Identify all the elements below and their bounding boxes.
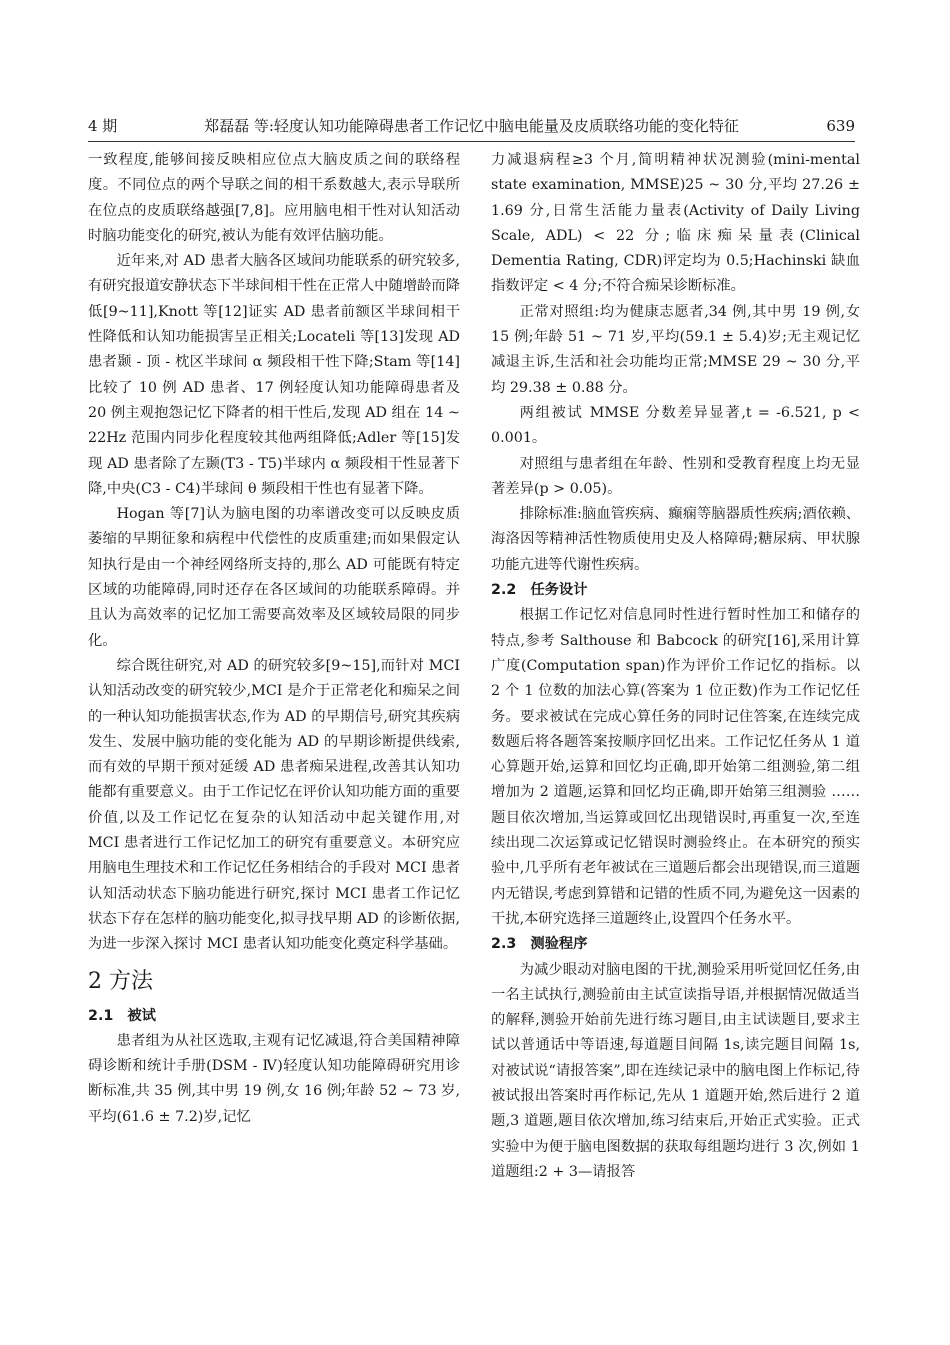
running-title: 郑磊磊 等:轻度认知功能障碍患者工作记忆中脑电能量及皮质联络功能的变化特征	[204, 117, 739, 135]
paragraph: 为减少眼动对脑电图的干扰,测验采用听觉回忆任务,由一名主试执行,测验前由主试宣读指导语,并根据情况做适当的解释,测验开始前先进行练习题目,由主试读题目,要求主试以普通话中等语速,每道题目间隔 1s,读完题目间隔 1s,对被试说“请报答案”,即在连续记录中的脑电图上作标记,待被试报出答案时再作标记,先从 1 道题开始,然后进行 2 道题,3 道题,题目依次增加,练习结束后,开始正式实验。正式实验中为便于脑电图数据的获取每组题均进行 3 次,例如 1 道题组:2 + 3—请报答	[491, 961, 860, 1180]
subsection-title: 测验程序	[530, 936, 588, 953]
paragraph: 对照组与患者组在年龄、性别和受教育程度上均无显著差异(p > 0.05)。	[491, 455, 860, 497]
paragraph: 排除标准:脑血管疾病、癫痫等脑器质性疾病;酒依赖、海洛因等精神活性物质使用史及人格障碍;糖尿病、甲状腺功能亢进等代谢性疾病。	[491, 506, 860, 573]
subsection-number: 2.1	[88, 1007, 114, 1024]
paragraph: 力减退病程≥3 个月,简明精神状况测验(mini-mental state examination, MMSE)25 ~ 30 分,平均 27.26 ± 1.69 分,日常生活能力量表(Activity of Daily Living Scale, ADL) < 22 分;临床痴呆量表(Clinical Dementia Rating, CDR)评定均为 0.5;Hachinski 缺血指数评定 < 4 分;不符合痴呆诊断标准。	[491, 152, 860, 295]
subsection-title: 被试	[127, 1007, 156, 1024]
left-column	[88, 148, 460, 1130]
subsection-heading	[491, 578, 860, 603]
subsection-heading	[88, 1004, 460, 1029]
issue-number: 4 期	[88, 117, 118, 135]
header-divider	[88, 141, 855, 142]
paragraph: 两组被试 MMSE 分数差异显著,t = -6.521, p < 0.001。	[491, 404, 860, 447]
subsection-title: 任务设计	[530, 582, 588, 599]
paragraph: 患者组为从社区选取,主观有记忆减退,符合美国精神障碍诊断和统计手册(DSM - Ⅳ)轻度认知功能障碍研究用诊断标准,共 35 例,其中男 19 例,女 16 例;年龄 52 ~ 73 岁,平均(61.6 ± 7.2)岁,记忆	[88, 1032, 460, 1125]
right-column	[491, 148, 860, 1185]
paragraph: 近年来,对 AD 患者大脑各区域间功能联系的研究较多,有研究报道安静状态下半球间相干性在正常人中随增龄而降低[9~11],Knott 等[12]证实 AD 患者前额区半球间相干性降低和认知功能损害呈正相关;Locateli 等[13]发现 AD 患者颞 - 顶 - 枕区半球间 α 频段相干性下降;Stam 等[14]比较了 10 例 AD 患者、17 例轻度认知功能障碍患者及 20 例主观抱怨记忆下降者的相干性后,发现 AD 组在 14 ~ 22Hz 范围内同步化程度较其他两组降低;Adler 等[15]发现 AD 患者除了左颞(T3 - T5)半球内 α 频段相干性显著下降,中央(C3 - C4)半球间 θ 频段相干性也有显著下降。	[88, 253, 460, 497]
subsection-number: 2.2	[491, 582, 517, 599]
section-title: 2 方法	[88, 968, 153, 994]
paragraph: 正常对照组:均为健康志愿者,34 例,其中男 19 例,女 15 例;年龄 51 ~ 71 岁,平均(59.1 ± 5.4)岁;无主观记忆减退主诉,生活和社会功能均正常;MMSE 29 ~ 30 分,平均 29.38 ± 0.88 分。	[491, 303, 860, 396]
paragraph: Hogan 等[7]认为脑电图的功率谱改变可以反映皮质萎缩的早期征象和病程中代偿性的皮质重建;而如果假定认知执行是由一个神经网络所支持的,那么 AD 可能既有特定区域的功能障碍,同时还存在各区域间的功能联系障碍。并且认为高效率的记忆加工需要高效率及区域较局限的同步化。	[88, 506, 460, 649]
subsection-number: 2.3	[491, 936, 517, 953]
paragraph: 根据工作记忆对信息同时性进行暂时性加工和储存的特点,参考 Salthouse 和 Babcock 的研究[16],采用计算广度(Computation span)作为评价工作记忆的指标。以 2 个 1 位数的加法心算(答案为 1 位正数)作为工作记忆任务。要求被试在完成心算任务的同时记住答案,在连续完成数题后将各题答案按顺序回忆出来。工作记忆任务从 1 道心算题开始,运算和回忆均正确,即开始第二组测验,第二组增加为 2 道题,运算和回忆均正确,即开始第三组测验 ……题目依次增加,当运算或回忆出现错误时,再重复一次,至连续出现二次运算或记忆错误时测验终止。在本研究的预实验中,几乎所有老年被试在三道题后都会出现错误,而三道题内无错误,考虑到算错和记错的性质不同,为避免这一因素的干扰,本研究选择三道题终止,设置四个任务水平。	[491, 607, 860, 927]
paragraph: 一致程度,能够间接反映相应位点大脑皮质之间的联络程度。不同位点的两个导联之间的相干系数越大,表示导联所在位点的皮质联络越强[7,8]。应用脑电相干性对认知活动时脑功能变化的研究,被认为能有效评估脑功能。	[88, 152, 460, 244]
paragraph: 综合既往研究,对 AD 的研究较多[9~15],而针对 MCI 认知活动改变的研究较少,MCI 是介于正常老化和痴呆之间的一种认知功能损害状态,作为 AD 的早期信号,研究其疾病发生、发展中脑功能的变化能为 AD 的早期诊断提供线索,而有效的早期干预对延缓 AD 患者痴呆进程,改善其认知功能都有重要意义。由于工作记忆在评价认知功能方面的重要价值,以及工作记忆在复杂的认知活动中起关键作用,对 MCI 患者进行工作记忆加工的研究有重要意义。本研究应用脑电生理技术和工作记忆任务相结合的手段对 MCI 患者认知活动状态下脑功能进行研究,探讨 MCI 患者工作记忆状态下存在怎样的脑功能变化,拟寻找早期 AD 的诊断依据,为进一步深入探讨 MCI 患者认知功能变化奠定科学基础。	[88, 657, 460, 953]
subsection-heading	[491, 932, 860, 957]
page-header	[88, 114, 855, 138]
page-number: 639	[826, 117, 855, 135]
